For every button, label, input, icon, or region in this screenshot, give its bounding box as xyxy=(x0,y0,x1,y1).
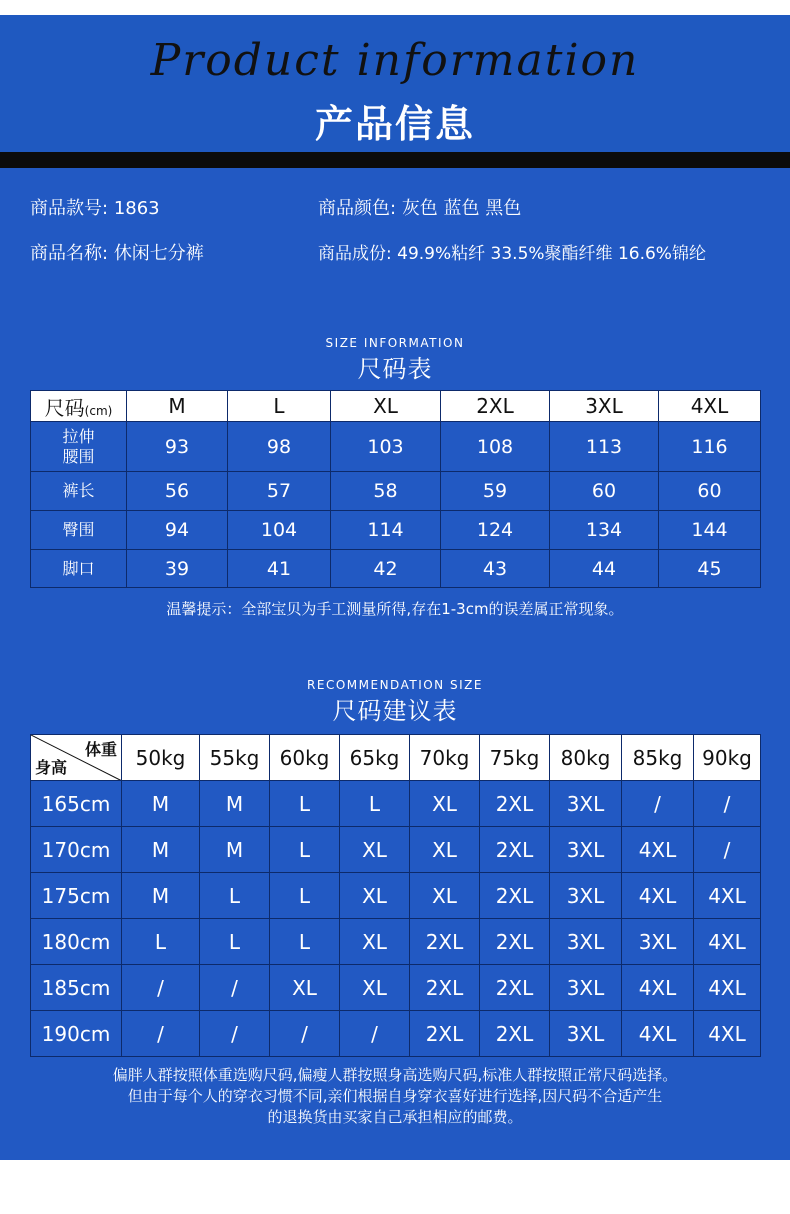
product-color xyxy=(318,194,521,220)
rec-cell: L xyxy=(122,919,200,965)
rec-row xyxy=(31,781,761,827)
product-name xyxy=(30,239,204,265)
size-table-header xyxy=(31,391,761,422)
rec-cell: 2XL xyxy=(480,873,550,919)
size-col-header: M xyxy=(127,391,228,422)
product-code xyxy=(30,194,160,220)
weight-header: 50kg xyxy=(122,735,200,781)
size-cell: 59 xyxy=(441,472,550,511)
rec-row xyxy=(31,965,761,1011)
size-header-unit: (cm) xyxy=(84,403,113,418)
rec-cell: / xyxy=(200,1011,270,1057)
weight-header: 80kg xyxy=(550,735,622,781)
rec-section-title-cn: 尺码建议表 xyxy=(332,697,458,725)
rec-cell: XL xyxy=(340,965,410,1011)
size-col-header: 3XL xyxy=(550,391,659,422)
size-header-label: 尺码 xyxy=(44,395,85,420)
rec-cell: L xyxy=(340,781,410,827)
size-row-label: 脚口 xyxy=(31,550,127,588)
size-cell: 124 xyxy=(441,511,550,550)
rec-cell: XL xyxy=(340,873,410,919)
rec-cell: M xyxy=(122,873,200,919)
size-cell: 56 xyxy=(127,472,228,511)
rec-cell: / xyxy=(270,1011,340,1057)
size-col-header: XL xyxy=(331,391,441,422)
label-line: 腰围 xyxy=(62,446,95,466)
rec-row xyxy=(31,873,761,919)
size-row-waist xyxy=(31,422,761,472)
rec-cell: 4XL xyxy=(694,873,761,919)
rec-section-title-en: RECOMMENDATION SIZE xyxy=(307,678,483,692)
rec-cell: 4XL xyxy=(694,965,761,1011)
size-cell: 114 xyxy=(331,511,441,550)
product-code-value: 1863 xyxy=(113,198,160,219)
rec-cell: L xyxy=(270,827,340,873)
note-line: 但由于每个人的穿衣习惯不同,亲们根据自身穿衣喜好进行选择,因尺码不合适产生 xyxy=(127,1087,663,1105)
height-label: 180cm xyxy=(31,919,122,965)
rec-row xyxy=(31,827,761,873)
title-chinese: 产品信息 xyxy=(314,102,475,146)
rec-cell: 3XL xyxy=(622,919,694,965)
rec-cell: 3XL xyxy=(550,781,622,827)
rec-cell: 2XL xyxy=(480,965,550,1011)
size-cell: 113 xyxy=(550,422,659,472)
size-table xyxy=(30,390,761,588)
rec-cell: M xyxy=(200,781,270,827)
height-label: 165cm xyxy=(31,781,122,827)
size-cell: 39 xyxy=(127,550,228,588)
size-cell: 103 xyxy=(331,422,441,472)
size-row-length xyxy=(31,472,761,511)
rec-cell: XL xyxy=(410,873,480,919)
height-label: 190cm xyxy=(31,1011,122,1057)
rec-corner-cell xyxy=(31,735,122,781)
size-cell: 42 xyxy=(331,550,441,588)
weight-header: 70kg xyxy=(410,735,480,781)
weight-header: 55kg xyxy=(200,735,270,781)
size-cell: 45 xyxy=(659,550,761,588)
product-material-value: 49.9%粘纤 33.5%聚酯纤维 16.6%锦纶 xyxy=(397,244,706,264)
weight-header: 60kg xyxy=(270,735,340,781)
rec-cell: M xyxy=(122,827,200,873)
rec-cell: 4XL xyxy=(622,1011,694,1057)
rec-cell: 3XL xyxy=(550,1011,622,1057)
header-banner xyxy=(0,15,790,152)
rec-cell: 4XL xyxy=(694,919,761,965)
rec-cell: 4XL xyxy=(622,965,694,1011)
label-line: 拉伸 xyxy=(62,426,95,446)
size-cell: 60 xyxy=(550,472,659,511)
rec-cell: L xyxy=(270,781,340,827)
rec-cell: 2XL xyxy=(480,919,550,965)
rec-cell: / xyxy=(122,965,200,1011)
rec-cell: 4XL xyxy=(694,1011,761,1057)
product-color-label: 商品颜色: xyxy=(318,198,397,219)
rec-cell: XL xyxy=(410,827,480,873)
size-row-hem xyxy=(31,550,761,588)
size-cell: 43 xyxy=(441,550,550,588)
rec-cell: L xyxy=(200,873,270,919)
rec-cell: 2XL xyxy=(410,1011,480,1057)
size-row-hip xyxy=(31,511,761,550)
size-cell: 93 xyxy=(127,422,228,472)
rec-cell: 4XL xyxy=(622,873,694,919)
size-cell: 57 xyxy=(228,472,331,511)
rec-cell: 3XL xyxy=(550,919,622,965)
size-cell: 116 xyxy=(659,422,761,472)
weight-header: 90kg xyxy=(694,735,761,781)
note-line: 的退换货由买家自己承担相应的邮费。 xyxy=(267,1108,523,1126)
size-row-label: 臀围 xyxy=(31,511,127,550)
rec-cell: L xyxy=(200,919,270,965)
product-name-label: 商品名称: xyxy=(30,243,109,264)
size-col-header: 4XL xyxy=(659,391,761,422)
recommendation-table xyxy=(30,734,761,1057)
size-header-cell xyxy=(31,391,127,422)
rec-cell: XL xyxy=(340,919,410,965)
size-cell: 60 xyxy=(659,472,761,511)
rec-cell: / xyxy=(200,965,270,1011)
size-cell: 94 xyxy=(127,511,228,550)
rec-cell: 2XL xyxy=(410,965,480,1011)
rec-cell: 2XL xyxy=(410,919,480,965)
product-material xyxy=(318,239,706,264)
height-label: 170cm xyxy=(31,827,122,873)
rec-cell: / xyxy=(622,781,694,827)
size-cell: 108 xyxy=(441,422,550,472)
rec-cell: 3XL xyxy=(550,827,622,873)
size-row-label: 裤长 xyxy=(31,472,127,511)
product-color-value: 灰色 蓝色 黑色 xyxy=(401,198,522,219)
rec-cell: L xyxy=(270,919,340,965)
rec-cell: XL xyxy=(340,827,410,873)
rec-cell: 2XL xyxy=(480,781,550,827)
product-code-label: 商品款号: xyxy=(30,198,109,219)
size-section-title-en: SIZE INFORMATION xyxy=(325,336,465,350)
size-cell: 41 xyxy=(228,550,331,588)
rec-cell: 3XL xyxy=(550,873,622,919)
note-line: 偏胖人群按照体重选购尺码,偏瘦人群按照身高选购尺码,标准人群按照正常尺码选择。 xyxy=(112,1066,678,1084)
corner-weight-label: 体重 xyxy=(84,740,117,759)
rec-cell: L xyxy=(270,873,340,919)
rec-cell: 2XL xyxy=(480,827,550,873)
rec-cell: M xyxy=(122,781,200,827)
size-col-header: L xyxy=(228,391,331,422)
size-cell: 98 xyxy=(228,422,331,472)
rec-cell: XL xyxy=(410,781,480,827)
size-col-header: 2XL xyxy=(441,391,550,422)
rec-cell: 4XL xyxy=(622,827,694,873)
size-cell: 144 xyxy=(659,511,761,550)
rec-cell: / xyxy=(694,827,761,873)
rec-cell: 2XL xyxy=(480,1011,550,1057)
rec-cell: 3XL xyxy=(550,965,622,1011)
product-name-value: 休闲七分裤 xyxy=(113,243,204,264)
rec-cell: XL xyxy=(270,965,340,1011)
height-label: 175cm xyxy=(31,873,122,919)
rec-row xyxy=(31,1011,761,1057)
rec-table-header xyxy=(31,735,761,781)
main-panel xyxy=(0,168,790,1160)
weight-header: 85kg xyxy=(622,735,694,781)
size-cell: 58 xyxy=(331,472,441,511)
size-note: 温馨提示：全部宝贝为手工测量所得,存在1-3cm的误差属正常现象。 xyxy=(166,600,624,618)
height-label: 185cm xyxy=(31,965,122,1011)
size-cell: 134 xyxy=(550,511,659,550)
rec-cell: M xyxy=(200,827,270,873)
recommendation-note xyxy=(0,1065,790,1128)
product-material-label: 商品成份: xyxy=(318,244,392,264)
size-section-title-cn: 尺码表 xyxy=(357,355,433,383)
corner-height-label: 身高 xyxy=(35,758,68,777)
size-cell: 44 xyxy=(550,550,659,588)
rec-cell: / xyxy=(340,1011,410,1057)
weight-header: 75kg xyxy=(480,735,550,781)
weight-header: 65kg xyxy=(340,735,410,781)
rec-cell: / xyxy=(694,781,761,827)
size-row-label xyxy=(31,422,127,472)
rec-cell: / xyxy=(122,1011,200,1057)
size-cell: 104 xyxy=(228,511,331,550)
title-english: Product information xyxy=(150,35,640,86)
divider-stripe xyxy=(0,152,790,168)
rec-row xyxy=(31,919,761,965)
